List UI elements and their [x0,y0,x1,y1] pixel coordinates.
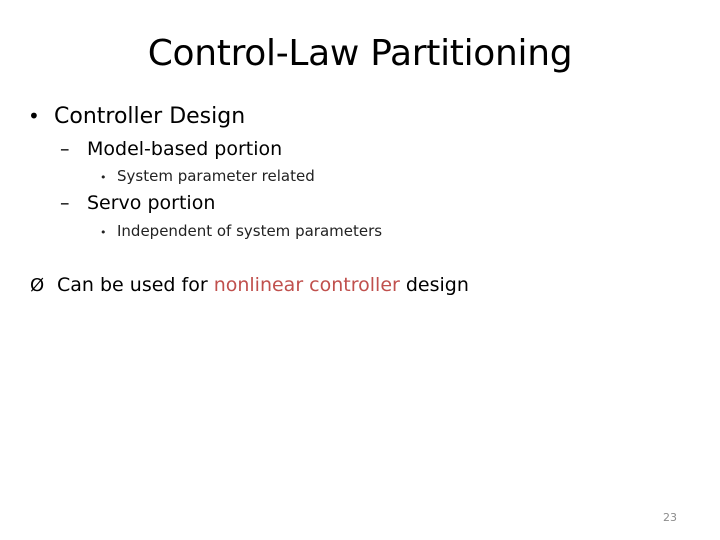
subsubbullet-text: System parameter related [117,167,315,185]
bullet-marker: • [28,104,40,128]
conclusion-text-after: design [405,274,469,296]
arrow-bullet-icon: Ø [30,275,45,296]
subbullet-text: Servo portion [87,192,216,214]
subbullet-servo [60,192,215,214]
dash-marker: – [60,138,70,160]
slide-title: Control-Law Partitioning [147,33,573,74]
subsubbullet-independent [100,222,382,240]
subbullet-text: Model-based portion [87,138,283,160]
dash-marker: – [60,192,70,214]
conclusion-text-before: Can be used for [57,274,208,296]
subbullet-model-based [60,138,282,160]
bullet-marker: • [100,171,107,184]
page-number: 23 [663,511,677,524]
subsubbullet-text: Independent of system parameters [117,222,383,240]
bullet-marker: • [100,226,107,239]
bullet-controller-design [28,104,245,129]
subsubbullet-system-parameter [100,167,315,185]
conclusion-line [30,274,469,296]
conclusion-highlight: nonlinear controller [213,274,400,296]
bullet-text: Controller Design [54,104,246,129]
